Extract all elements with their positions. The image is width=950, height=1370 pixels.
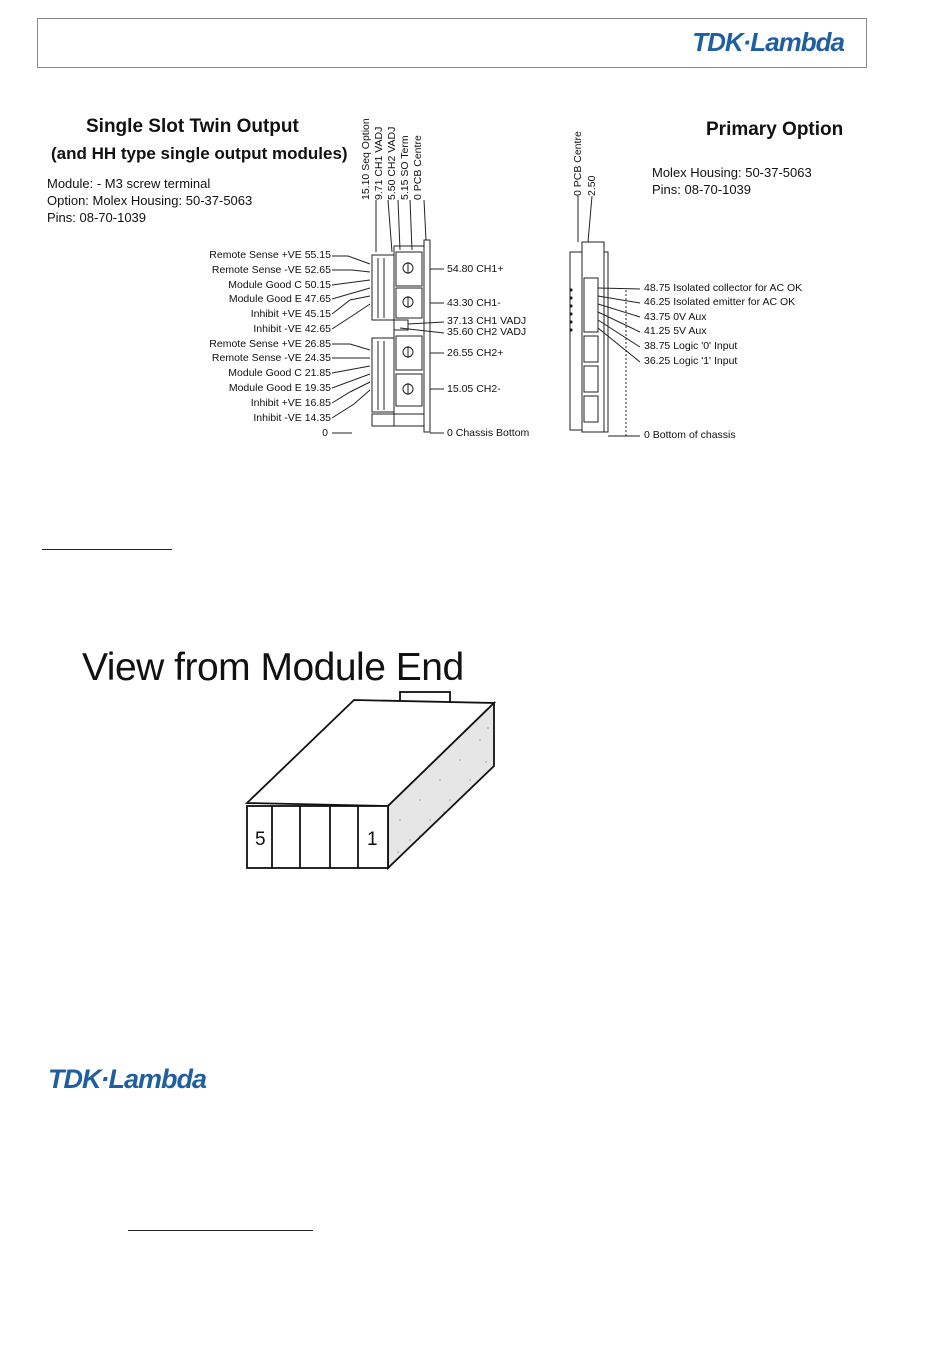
pin-label: Inhibit +VE 16.85 [250,397,331,409]
primary-top-label: 0 PCB Centre [572,131,584,196]
footer-underline [128,1230,313,1231]
top-label: 0 PCB Centre [412,135,424,200]
primary-option-title: Primary Option [706,119,844,140]
pin-label: Remote Sense -VE 24.35 [211,352,331,364]
module-end-title: View from Module End [82,646,464,689]
tdk-lambda-logo: TDK·Lambda [692,27,844,57]
pin-label: Remote Sense -VE 52.65 [211,264,331,276]
twin-spec-line: Option: Molex Housing: 50-37-5063 [47,193,253,208]
primary-pin-label: 38.75 Logic '0' Input [644,340,738,352]
top-label: 5.15 SO Term [399,135,411,200]
top-label: 5.50 CH2 VADJ [386,126,398,200]
twin-spec-line: Module: - M3 screw terminal [47,176,211,191]
upper-terminal-block [372,255,394,320]
primary-pin-label: 43.75 0V Aux [644,311,707,323]
twin-output-subtitle: (and HH type single output modules) [51,144,348,163]
twin-spec-line: Pins: 08-70-1039 [47,210,147,225]
terminal-label: 26.55 CH2+ [447,347,504,359]
pin-label: Module Good E 19.35 [228,382,331,394]
primary-top-label: 2.50 [586,175,598,196]
pin-label: Inhibit -VE 14.35 [253,412,331,424]
pin-label: Inhibit +VE 45.15 [250,308,331,320]
twin-output-title: Single Slot Twin Output [86,116,299,137]
terminal-label: 43.30 CH1- [447,297,501,309]
primary-pin-label: 41.25 5V Aux [644,325,707,337]
primary-pin-label: 46.25 Isolated emitter for AC OK [644,296,796,308]
slot-number-5: 5 [255,829,266,850]
pin-label: Module Good E 47.65 [228,293,331,305]
primary-spec-line: Pins: 08-70-1039 [652,182,752,197]
primary-pin-label: 48.75 Isolated collector for AC OK [644,282,803,294]
terminal-label: 0 Chassis Bottom [447,427,530,439]
pin-label: 0 [322,427,328,439]
terminal-label: 35.60 CH2 VADJ [447,326,527,338]
tdk-lambda-logo: TDK·Lambda [48,1064,206,1094]
pin-label: Remote Sense +VE 55.15 [209,249,331,261]
primary-pin-label: 0 Bottom of chassis [644,429,736,441]
primary-board-edge [570,252,582,430]
section-underline [42,549,172,550]
primary-spec-line: Molex Housing: 50-37-5063 [652,165,812,180]
pin-label: Module Good C 21.85 [228,367,331,379]
top-label: 9.71 CH1 VADJ [373,126,385,200]
top-label: 15.10 Seq Option [360,118,372,200]
terminal-label: 37.13 CH1 VADJ [447,315,527,327]
pin-label: Inhibit -VE 42.65 [253,323,331,335]
slot-number-1: 1 [367,829,378,850]
terminal-label: 54.80 CH1+ [447,263,504,275]
pin-label: Remote Sense +VE 26.85 [209,338,331,350]
pin-label: Module Good C 50.15 [228,279,331,291]
primary-pin-label: 36.25 Logic '1' Input [644,355,738,367]
lower-terminal-block [372,338,394,412]
terminal-label: 15.05 CH2- [447,383,501,395]
